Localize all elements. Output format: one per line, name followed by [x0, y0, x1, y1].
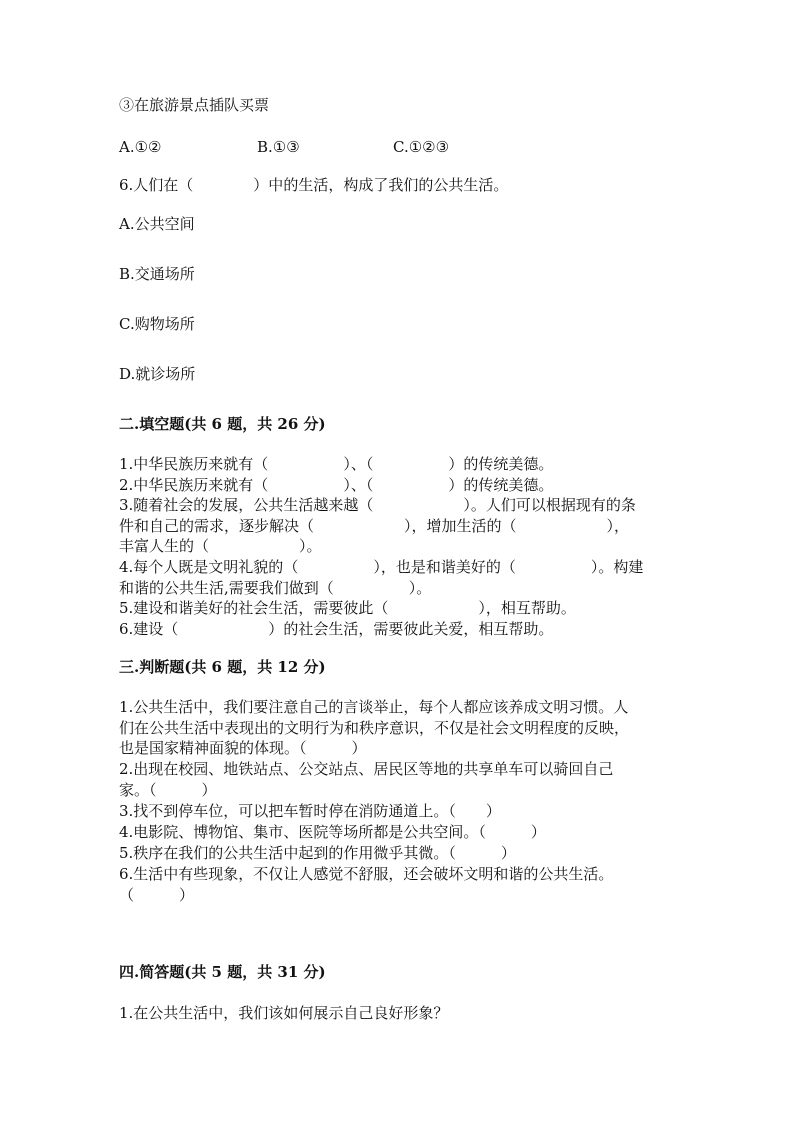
question-6-stem: 6.人们在（ ）中的生活，构成了我们的公共生活。 — [119, 176, 509, 194]
short-answer-question: 1.在公共生活中，我们该如何展示自己良好形象？ — [119, 1004, 449, 1022]
question-6-option-d: D.就诊场所 — [119, 365, 196, 383]
option-a: A.①② — [119, 138, 162, 156]
fill-line: 和谐的公共生活,需要我们做到（ ）。 — [119, 579, 432, 597]
judge-line: 4.电影院、博物馆、集市、医院等场所都是公共空间。（ ） — [119, 823, 546, 841]
judge-line: 3.找不到停车位，可以把车暂时停在消防通道上。（ ） — [119, 802, 501, 820]
judge-line: 也是国家精神面貌的体现。（ ） — [119, 739, 367, 757]
option-c: C.①②③ — [393, 138, 450, 156]
fill-line: 丰富人生的（ ）。 — [119, 537, 322, 555]
fill-line: 1.中华民族历来就有（ ）、（ ）的传统美德。 — [119, 455, 554, 473]
judge-line: 2.出现在校园、地铁站点、公交站点、居民区等地的共享单车可以骑回自己 — [119, 760, 614, 778]
section-4-title: 四.简答题(共 5 题，共 31 分) — [119, 963, 326, 981]
judge-line: （ ） — [119, 886, 195, 904]
fill-line: 6.建设（ ）的社会生活，需要彼此关爱，相互帮助。 — [119, 620, 554, 638]
question-item-3: ③在旅游景点插队买票 — [119, 96, 270, 114]
fill-line: 2.中华民族历来就有（ ）、（ ）的传统美德。 — [119, 476, 554, 494]
section-3-title: 三.判断题(共 6 题，共 12 分) — [119, 658, 326, 676]
section-2-title: 二.填空题(共 6 题，共 26 分) — [119, 415, 326, 433]
judge-line: 们在公共生活中表现出的文明行为和秩序意识，不仅是社会文明程度的反映， — [119, 719, 630, 737]
question-6-option-a: A.公共空间 — [119, 215, 195, 233]
judge-line: 6.生活中有些现象，不仅让人感觉不舒服，还会破坏文明和谐的公共生活。 — [119, 865, 614, 883]
judge-line: 5.秩序在我们的公共生活中起到的作用微乎其微。（ ） — [119, 844, 516, 862]
fill-line: 4.每个人既是文明礼貌的（ ），也是和谐美好的（ ）。构建 — [119, 558, 644, 576]
fill-line: 3.随着社会的发展，公共生活越来越（ ）。人们可以根据现有的条 — [119, 496, 636, 514]
judge-line: 家。（ ） — [119, 781, 217, 799]
question-6-option-b: B.交通场所 — [119, 265, 195, 283]
option-b: B.①③ — [257, 138, 300, 156]
judge-line: 1.公共生活中，我们要注意自己的言谈举止，每个人都应该养成文明习惯。人 — [119, 698, 629, 716]
fill-line: 5.建设和谐美好的社会生活，需要彼此（ ），相互帮助。 — [119, 599, 576, 617]
question-6-option-c: C.购物场所 — [119, 315, 195, 333]
fill-line: 件和自己的需求，逐步解决（ ），增加生活的（ ）， — [119, 517, 630, 535]
